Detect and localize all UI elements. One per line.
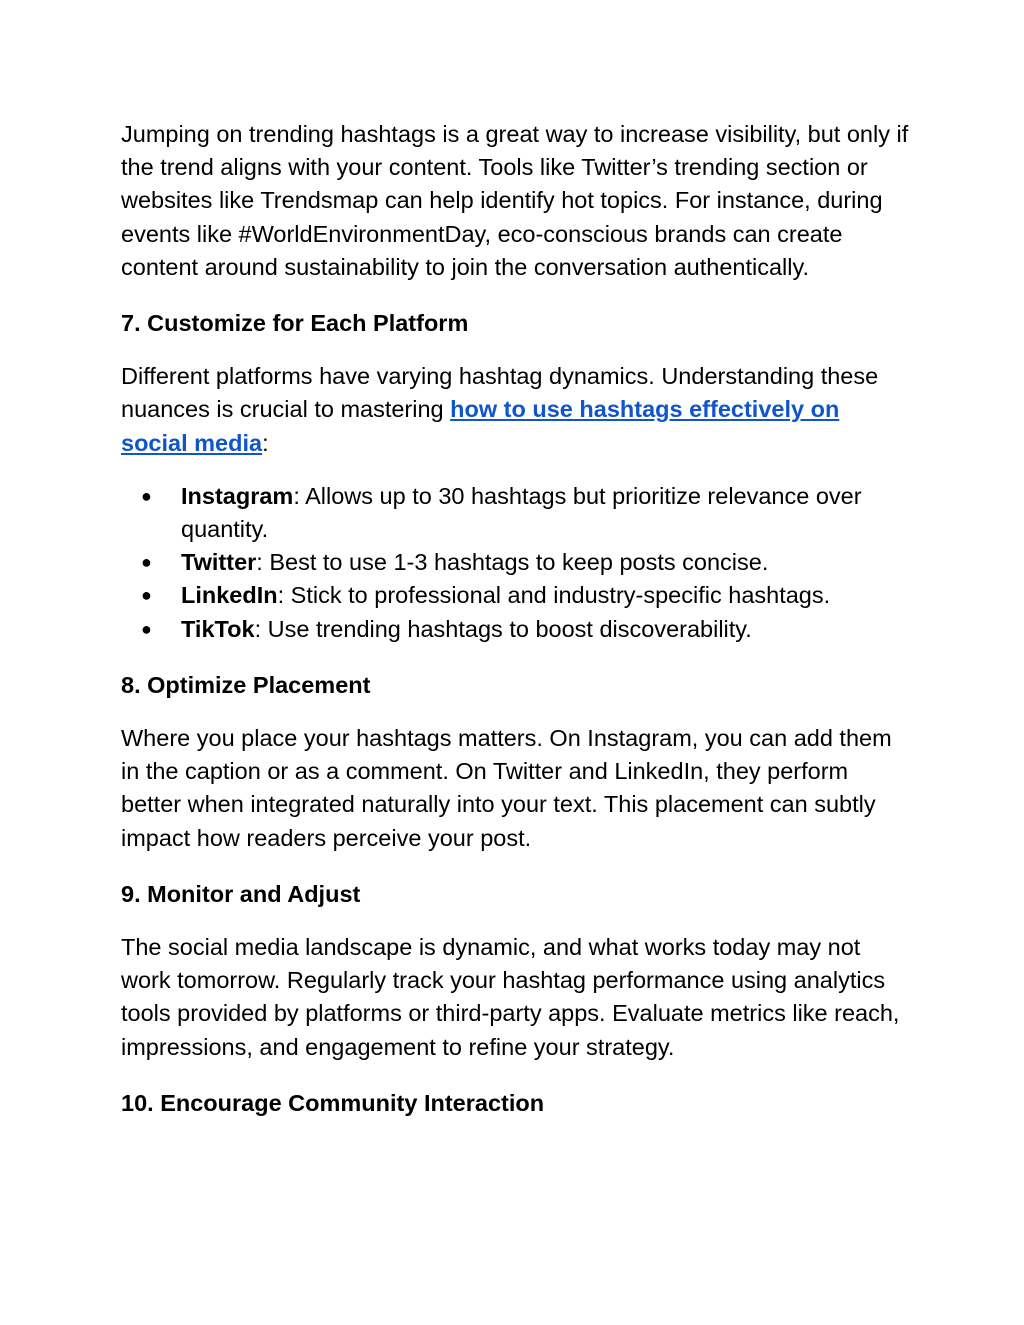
document-page xyxy=(121,118,911,1120)
section-9-heading: 9. Monitor and Adjust xyxy=(121,880,361,907)
list-item-term: Instagram xyxy=(181,482,294,509)
list-item-text: : Stick to professional and industry-specific hashtags. xyxy=(277,582,831,609)
section-7-heading: 7. Customize for Each Platform xyxy=(121,310,469,337)
bullet-icon: ● xyxy=(141,585,152,606)
list-item-tiktok xyxy=(121,613,911,646)
list-item-text: : Use trending hashtags to boost discoverability. xyxy=(254,615,752,642)
bullet-icon: ● xyxy=(141,485,152,506)
list-item-instagram xyxy=(121,480,911,546)
list-item-term: LinkedIn xyxy=(181,582,278,609)
section-7-paragraph xyxy=(121,360,911,460)
list-item-text: : Allows up to 30 hashtags but prioritize relevance over quantity. xyxy=(181,482,862,543)
section-7-text-before-link: Different platforms have varying hashtag dynamics. Understanding these nuances is crucial to mastering xyxy=(121,363,879,423)
list-item-text: : Best to use 1-3 hashtags to keep posts concise. xyxy=(256,549,769,576)
bullet-icon: ● xyxy=(141,618,152,639)
section-10-heading: 10. Encourage Community Interaction xyxy=(121,1089,545,1116)
section-8-heading: 8. Optimize Placement xyxy=(121,671,371,698)
section-9-paragraph: The social media landscape is dynamic, and what works today may not work tomorrow. Regularly track your hashtag performance using analytics tools provided by platforms or third-party apps. Evaluate metrics like reach, impressions, and engagement to refine your strategy. xyxy=(121,934,900,1060)
platform-list xyxy=(121,480,911,646)
list-item-linkedin xyxy=(121,579,911,612)
list-item-term: TikTok xyxy=(181,615,255,642)
bullet-icon: ● xyxy=(141,552,152,573)
list-item-term: Twitter xyxy=(181,549,257,576)
section-7-text-after-link: : xyxy=(262,429,269,456)
list-item-twitter xyxy=(121,546,911,579)
intro-paragraph: Jumping on trending hashtags is a great way to increase visibility, but only if the trend aligns with your content. Tools like Twitter’s trending section or websites like Trendsmap can help identify hot topics. For instance, during events like #WorldEnvironmentDay, eco-conscious brands can create content around sustainability to join the conversation authentically. xyxy=(121,121,909,280)
hashtags-guide-link[interactable]: how to use hashtags effectively on social media xyxy=(121,396,840,456)
section-8-paragraph: Where you place your hashtags matters. On Instagram, you can add them in the caption or as a comment. On Twitter and LinkedIn, they perform better when integrated naturally into your text. This placement can subtly impact how readers perceive your post. xyxy=(121,725,892,851)
